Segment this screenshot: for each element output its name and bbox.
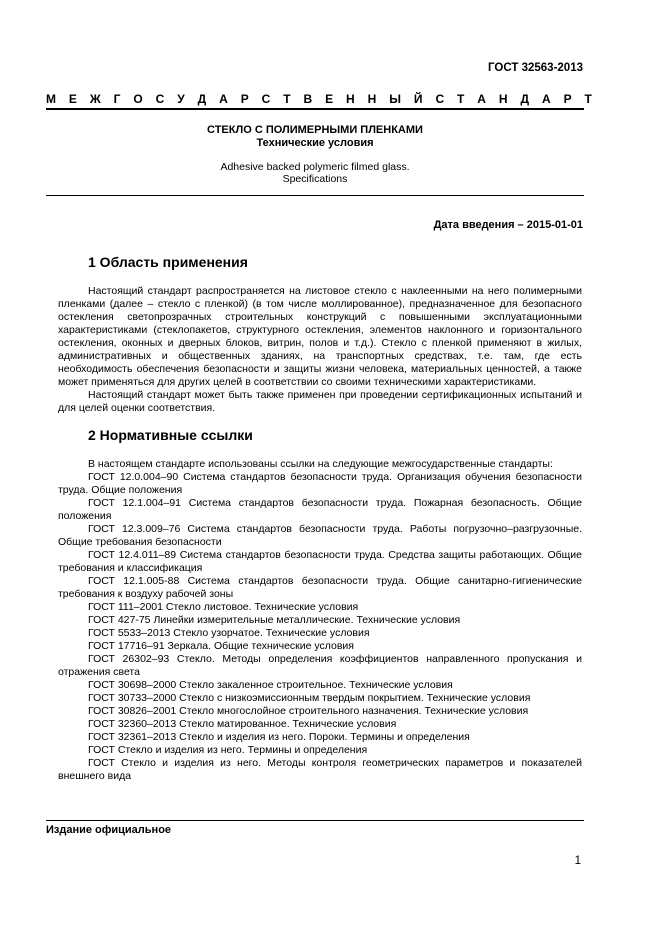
page-number: 1: [574, 855, 581, 867]
reference-item: ГОСТ Стекло и изделия из него. Методы контроля геометрических параметров и показателей внешнего вида: [58, 757, 582, 782]
section-2-heading: 2 Нормативные ссылки: [88, 427, 253, 443]
banner-letter: Т: [584, 92, 592, 106]
banner-letter: Н: [498, 92, 508, 106]
banner-letter: Н: [367, 92, 377, 106]
banner-letter: А: [219, 92, 228, 106]
title-divider: [46, 195, 584, 196]
banner-letter: Р: [240, 92, 249, 106]
banner-letter: Т: [457, 92, 465, 106]
reference-item: ГОСТ 32361–2013 Стекло и изделия из него. Пороки. Термины и определения: [88, 731, 470, 743]
reference-item: ГОСТ 30826–2001 Стекло многослойное строительного назначения. Технические условия: [88, 705, 529, 717]
banner-letter: Р: [563, 92, 572, 106]
banner-letter: Й: [413, 92, 423, 106]
reference-item: ГОСТ 5533–2013 Стекло узорчатое. Технические условия: [88, 627, 370, 639]
banner-letter: А: [541, 92, 551, 106]
reference-item: ГОСТ 30698–2000 Стекло закаленное строительное. Технические условия: [88, 679, 453, 691]
banner-letter: Ж: [89, 92, 101, 106]
banner-letter: М: [46, 92, 56, 106]
introduction-date: Дата введения – 2015-01-01: [433, 219, 583, 231]
banner-letter: А: [477, 92, 486, 106]
official-edition-label: Издание официальное: [46, 824, 172, 836]
banner-letter: С: [155, 92, 165, 106]
paragraph: Настоящий стандарт распространяется на листовое стекло с наклеенными на него полимерными пленками (далее – стекло с пленкой) (в том числе моллированное), предназначенное для безопасного остекления светопрозрачных строительных конструкций с повышенными эксплуатационными характеристиками (стеклопакетов, структурного остекления, элементов наклонного и горизонтального остекления, оконных и дверных блоков, витрин, полов и т.д.). Стекло с пленкой применяют в жилых, административных и общественных зданиях, на транспортных средствах, т.е. там, где есть необходимость обеспечения безопасности и защиты жизни человека, материальных ценностей, а также может применяться для других целей в соответствии со своими техническими характеристиками.: [58, 285, 582, 388]
reference-item: ГОСТ 12.1.004–91 Система стандартов безопасности труда. Пожарная безопасность. Общие положения: [58, 497, 582, 522]
banner-letter: Т: [283, 92, 291, 106]
reference-item: ГОСТ 30733–2000 Стекло с низкоэмиссионным твердым покрытием. Технические условия: [88, 692, 531, 704]
banner-letter: Н: [346, 92, 355, 106]
banner-letter: Е: [325, 92, 334, 106]
english-title-line: Specifications: [282, 173, 348, 185]
interstate-standard-banner: [46, 92, 616, 106]
references-intro: В настоящем стандарте использованы ссылки на следующие межгосударственные стандарты:: [88, 458, 553, 470]
header-divider: [46, 108, 584, 110]
english-title: [46, 161, 584, 185]
banner-letter: С: [435, 92, 445, 106]
document-subtitle: Технические условия: [256, 137, 374, 149]
section-1-heading: 1 Область применения: [88, 254, 248, 270]
paragraph: Настоящий стандарт может быть также применен при проведении сертификационных испытаний и для целей оценки соответствия.: [58, 389, 582, 414]
banner-letter: Д: [197, 92, 207, 106]
reference-item: ГОСТ 32360–2013 Стекло матированное. Технические условия: [88, 718, 397, 730]
banner-letter: У: [177, 92, 185, 106]
reference-item: ГОСТ Стекло и изделия из него. Термины и определения: [88, 744, 368, 756]
english-title-line: Adhesive backed polymeric filmed glass.: [220, 161, 410, 173]
reference-item: ГОСТ 111–2001 Стекло листовое. Технические условия: [88, 601, 359, 613]
section-2-body: [58, 458, 582, 783]
reference-item: ГОСТ 12.0.004–90 Система стандартов безопасности труда. Организация обучения безопасности труда. Общие положения: [58, 471, 582, 496]
title-block: [46, 124, 584, 185]
reference-item: ГОСТ 26302–93 Стекло. Методы определения коэффициентов направленного пропускания и отражения света: [58, 653, 582, 678]
banner-letter: Е: [68, 92, 77, 106]
banner-letter: В: [303, 92, 313, 106]
banner-letter: О: [133, 92, 143, 106]
section-1-body: [58, 285, 582, 415]
banner-letter: Г: [113, 92, 121, 106]
document-title: СТЕКЛО С ПОЛИМЕРНЫМИ ПЛЕНКАМИ: [207, 124, 423, 136]
footer-divider: [46, 820, 584, 821]
banner-letter: Ы: [389, 92, 401, 106]
reference-item: ГОСТ 17716–91 Зеркала. Общие технические условия: [88, 640, 354, 652]
document-number: ГОСТ 32563-2013: [488, 62, 583, 74]
reference-item: ГОСТ 12.3.009–76 Система стандартов безопасности труда. Работы погрузочно–разгрузочные. Общие требования безопасности: [58, 523, 582, 548]
banner-letter: Д: [520, 92, 530, 106]
reference-item: ГОСТ 12.1.005-88 Система стандартов безопасности труда. Общие санитарно-гигиенические требования к воздуху рабочей зоны: [58, 575, 582, 600]
reference-item: ГОСТ 427-75 Линейки измерительные металлические. Технические условия: [88, 614, 461, 626]
banner-letter: С: [261, 92, 271, 106]
reference-item: ГОСТ 12.4.011–89 Система стандартов безопасности труда. Средства защиты работающих. Общие требования и классификация: [58, 549, 582, 574]
